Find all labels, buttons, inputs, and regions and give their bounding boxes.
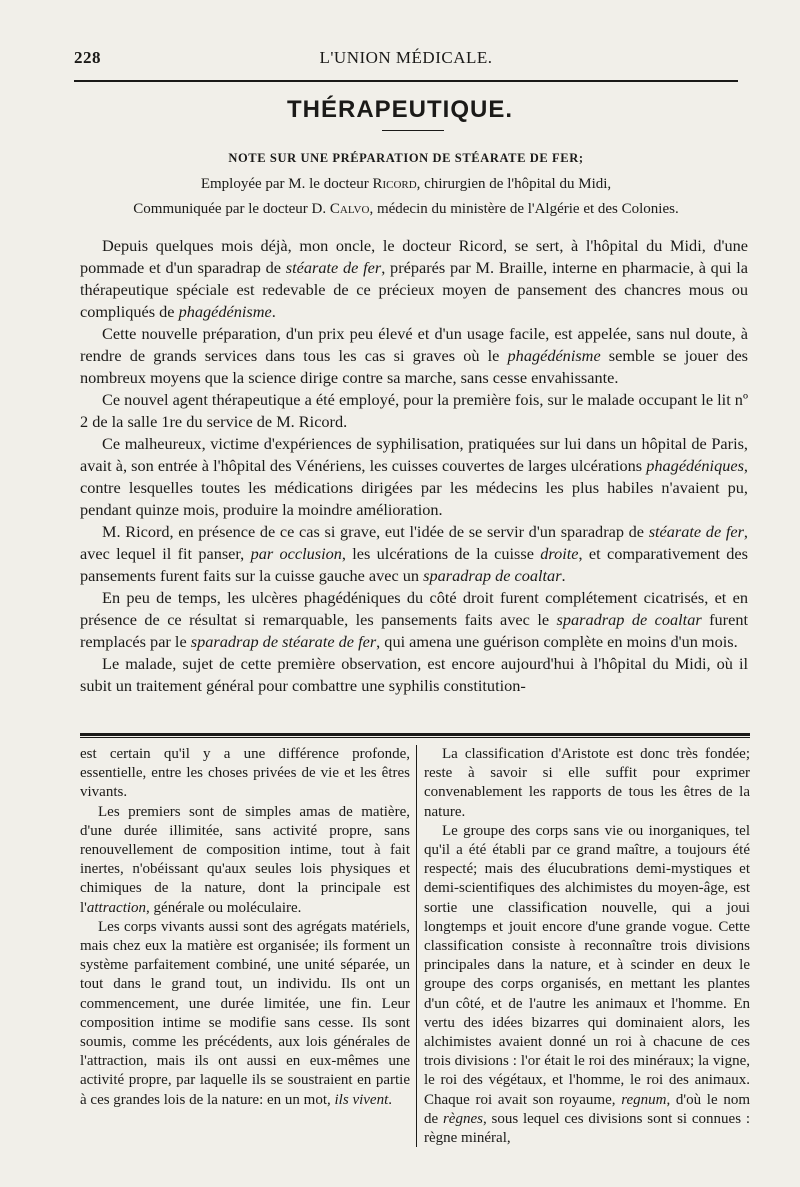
section-title: THÉRAPEUTIQUE.: [286, 96, 513, 123]
communicated-by: Communiquée par le docteur D. Calvo, médecin du ministère de l'Algérie et des Colonies.: [133, 201, 679, 217]
byline: Employée par M. le docteur Ricord, chirurgien de l'hôpital du Midi,: [200, 176, 612, 192]
feuilleton-right-column: [424, 745, 750, 1148]
paragraph: Les corps vivants aussi sont des agrégats matériels, mais chez eux la matière est organisée; ils forment un système parfaitement combiné, une unité séparée, un tout dans le grand tout, un individu. Ils ont un commencement, une durée limitée, une fin. Leur composition intime se modifie sans cesse. Ils sont soumis, comme les précédents, aux lois générales de l'attraction, mais ils ont aussi en eux-mêmes une activité propre, par laquelle ils se soustraient en partie à ces grandes lois de la nature: en un mot, ils vivent.: [80, 918, 410, 1108]
header-rule: [74, 80, 738, 82]
article-body: [80, 235, 748, 697]
paragraph: Le malade, sujet de cette première observation, est encore aujourd'hui à l'hôpital du Midi, où il subit un traitement général pour combattre une syphilis constitution-: [80, 654, 748, 695]
paragraph: Le groupe des corps sans vie ou inorganiques, tel qu'il a été établi par ce grand maître, a toujours été respecté; mais des élucubrations demi-mystiques et demi-scientifiques des alchimistes du moyen-âge, est sortie une classification nouvelle, qui a joui longtemps et jouit encore d'une grande vogue. Cette classification consiste à reconnaître trois divisions principales dans la nature, et à scinder en deux le groupe des corps organisés, en mettant les plantes d'un côté, et de l'autre les animaux et l'homme. En vertu des idées bizarres qui dominaient alors, les alchimistes avaient donné un roi à chacune de ces trois divisions : l'or était le roi des minéraux; la vigne, le roi des végétaux, et l'homme, le roi des animaux. Chaque roi avait son royaume, regnum, d'où le nom de règnes, sous lequel ces divisions sont si connues : règne minéral,: [424, 822, 750, 1147]
communicator-name: Calvo: [329, 201, 370, 217]
paragraph: Les premiers sont de simples amas de matière, d'une durée illimitée, sans activité propre, sans renouvellement de composition intime, tout à fait inertes, n'obéissant qu'aux seules lois physiques et chimiques de la nature, dont la principale est l'attraction, générale ou moléculaire.: [80, 803, 410, 916]
note-title: NOTE SUR UNE PRÉPARATION DE STÉARATE DE FER;: [228, 151, 584, 165]
feuilleton-separator: [80, 733, 750, 738]
paragraph: Ce nouvel agent thérapeutique a été employé, pour la première fois, sur le malade occupant le lit nº 2 de la salle 1re du service de M. Ricord.: [80, 390, 748, 431]
running-head: [74, 48, 738, 72]
page-number: 228: [74, 48, 101, 67]
paragraph: La classification d'Aristote est donc très fondée; reste à savoir si elle suffit pour exprimer convenablement les rapports de tous les êtres de la nature.: [424, 746, 750, 820]
title-rule: [382, 130, 444, 131]
author-name: Ricord: [372, 176, 417, 192]
paragraph: Depuis quelques mois déjà, mon oncle, le docteur Ricord, se sert, à l'hôpital du Midi, d'une pommade et d'un sparadrap de stéarate de fer, préparés par M. Braille, interne en pharmacie, à qui la thérapeutique spéciale est redevable de ce précieux moyen de pansement des chancres mous ou compliqués de phagédénisme.: [80, 236, 748, 321]
paragraph: Cette nouvelle préparation, d'un prix peu élevé et d'un usage facile, est appelée, sans nul doute, à rendre de grands services dans tous les cas si graves où le phagédénisme semble se jouer des nombreux moyens que la science dirige contre sa marche, sans cesse envahissante.: [80, 324, 749, 387]
paragraph: Ce malheureux, victime d'expériences de syphilisation, pratiquées sur lui dans un hôpital de Paris, avait à, son entrée à l'hôpital des Vénériens, les cuisses couvertes de larges ulcérations phagédéniques, contre lesquelles toutes les médications dirigées par les médecins les plus habiles n'avaient pu, pendant quinze mois, produire la moindre amélioration.: [80, 434, 748, 519]
paragraph: En peu de temps, les ulcères phagédéniques du côté droit furent complétement cicatrisés, et en présence de ce résultat si remarquable, les pansements faits avec le sparadrap de coaltar furent remplacés par le sparadrap de stéarate de fer, qui amena une guérison complète en moins d'un mois.: [80, 588, 748, 651]
column-divider: [416, 745, 417, 1147]
feuilleton-left-column: [80, 745, 410, 1110]
journal-title: L'UNION MÉDICALE.: [319, 48, 493, 67]
paragraph: est certain qu'il y a une différence profonde, essentielle, entre les choses privées de vie et les êtres vivants.: [80, 746, 410, 801]
paragraph: M. Ricord, en présence de ce cas si grave, eut l'idée de se servir d'un sparadrap de stéarate de fer, avec lequel il fit panser, par occlusion, les ulcérations de la cuisse droite, et comparativement des pansements furent faits sur la cuisse gauche avec un sparadrap de coaltar.: [80, 522, 748, 585]
